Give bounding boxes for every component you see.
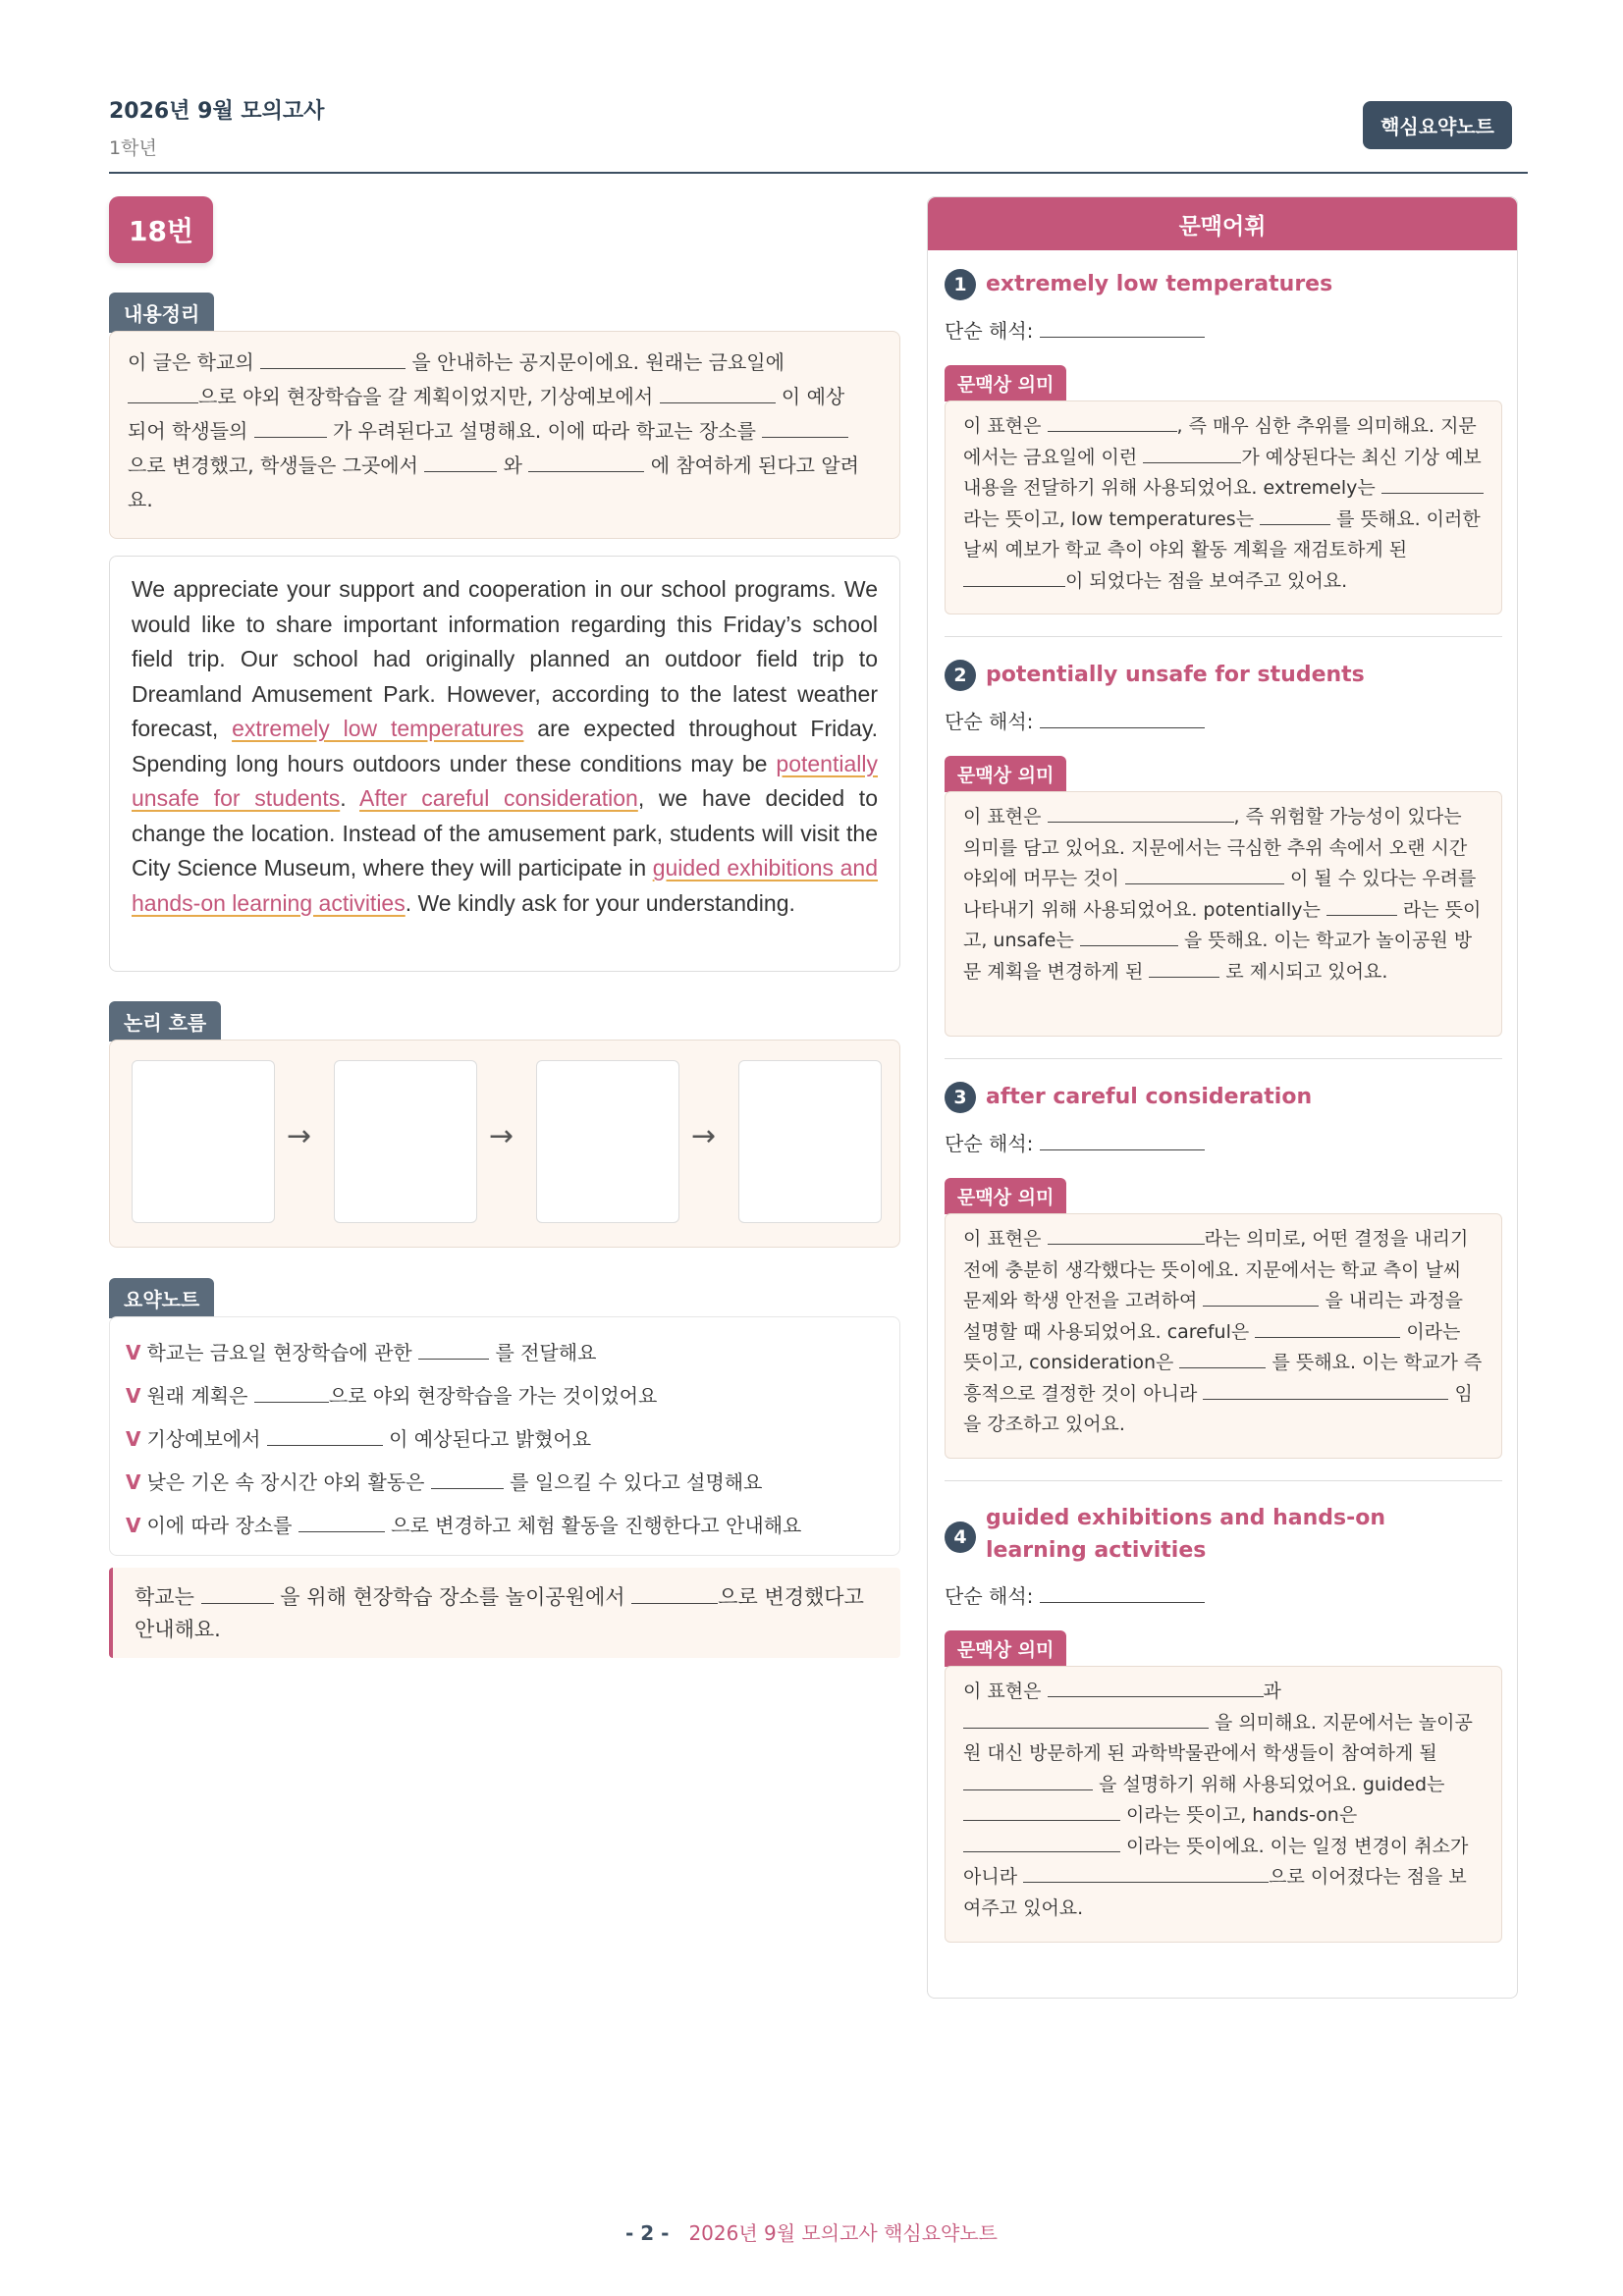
summary-box (109, 331, 900, 539)
meaning-text: 임을 강조하고 있어요. (963, 1382, 1473, 1435)
fill-blank[interactable] (254, 417, 327, 438)
note-item (126, 1467, 762, 1495)
fill-blank[interactable] (1203, 1380, 1448, 1400)
simple-translation-label: 단순 해석: (945, 1132, 1034, 1155)
fill-blank[interactable] (762, 417, 848, 438)
vocab-term-3: after careful consideration (986, 1085, 1313, 1109)
meaning-text: 이라는 뜻이고, hands-on은 (1126, 1804, 1358, 1826)
vocab-term-1: extremely low temperatures (986, 272, 1333, 296)
fill-blank[interactable] (963, 567, 1065, 587)
context-meaning-box-1 (945, 400, 1502, 614)
fill-blank[interactable] (424, 452, 497, 472)
arrow-right-icon: → (489, 1119, 514, 1153)
note-text: 이 예상된다고 밝혔어요 (389, 1427, 592, 1451)
arrow-right-icon: → (287, 1119, 312, 1153)
flow-step-2[interactable] (334, 1060, 477, 1223)
simple-translation-label: 단순 해석: (945, 1584, 1034, 1608)
question-number: 18번 (109, 196, 213, 263)
conclusion-text: 안내해요. (135, 1618, 221, 1641)
fill-blank[interactable] (254, 1382, 329, 1403)
summary-text (110, 332, 899, 531)
summary-text-part: 에 참여하게 된다고 알려 (650, 454, 859, 477)
context-meaning-tag: 문맥상 의미 (945, 1178, 1066, 1214)
note-text: 기상예보에서 (146, 1427, 267, 1451)
meaning-text: 으로 이어졌다는 점을 보여주고 있어요. (963, 1866, 1467, 1919)
meaning-text: 를 뜻해요. 이는 학교가 즉흥적으로 결정한 것이 아니라 (963, 1352, 1483, 1405)
fill-blank[interactable] (1149, 958, 1219, 978)
simple-translation-2 (945, 706, 1205, 734)
meaning-text: 이 표현은 (963, 1228, 1048, 1250)
meaning-text: 라는 의미로, 어떤 결정을 내리기 전에 충분히 생각했다는 뜻이에요. 지문에서는 학교 측이 날씨 문제와 학생 안전을 고려하여 (963, 1228, 1469, 1311)
highlight-after-careful-consideration: After careful consideration (359, 785, 638, 811)
context-meaning-box-3 (945, 1213, 1502, 1459)
context-meaning-tag: 문맥상 의미 (945, 756, 1066, 792)
simple-translation-label: 단순 해석: (945, 710, 1034, 733)
exam-title: 2026년 9월 모의고사 (109, 99, 325, 124)
summary-text-part: 이 예상 (781, 385, 845, 408)
fill-blank[interactable] (963, 1771, 1093, 1790)
meaning-text: 를 뜻해요. 이러한 날씨 예보가 학교 측이 야외 활동 계획을 재검토하게 된 (963, 507, 1481, 561)
fill-blank[interactable] (260, 348, 406, 369)
meaning-text: 이라는 뜻이고, consideration은 (963, 1320, 1461, 1373)
flow-step-3[interactable] (536, 1060, 679, 1223)
note-text: 를 전달해요 (495, 1341, 597, 1364)
conclusion-text: 으로 변경했다고 (718, 1585, 864, 1609)
fill-blank[interactable] (418, 1339, 489, 1360)
fill-blank[interactable] (1040, 317, 1205, 338)
vocab-divider (945, 636, 1502, 637)
meaning-text: 을 설명하기 위해 사용되었어요. guided는 (1099, 1773, 1445, 1795)
meaning-text: , 즉 매우 심한 추위를 의미해요. 지문에서는 금요일에 이런 (963, 415, 1477, 468)
summary-text-part: 요. (128, 488, 153, 511)
fill-blank[interactable] (963, 1709, 1209, 1729)
fill-blank[interactable] (528, 452, 644, 472)
summary-text-part: 으로 변경했고, 학생들은 그곳에서 (128, 454, 425, 477)
logic-flow-tag: 논리 흐름 (109, 1001, 221, 1041)
fill-blank[interactable] (431, 1468, 504, 1489)
summary-text-part: 이 글은 학교의 (128, 350, 260, 374)
vocab-number-3: 3 (945, 1082, 976, 1113)
flow-step-1[interactable] (132, 1060, 275, 1223)
reading-passage (109, 556, 900, 972)
vocab-number-4: 4 (945, 1522, 976, 1553)
fill-blank[interactable] (1048, 1678, 1264, 1697)
note-text: 를 일으킬 수 있다고 설명해요 (510, 1470, 763, 1494)
vocab-panel-title: 문맥어휘 (928, 197, 1517, 250)
note-item (126, 1337, 596, 1365)
vocab-number-2: 2 (945, 660, 976, 691)
meaning-text: 이 되었다는 점을 보여주고 있어요. (1065, 569, 1348, 592)
grade-label: 1학년 (109, 137, 157, 159)
fill-blank[interactable] (1048, 412, 1177, 432)
fill-blank[interactable] (128, 383, 198, 403)
vocab-divider (945, 1058, 1502, 1059)
note-item (126, 1510, 801, 1538)
meaning-text: 이 될 수 있다는 우려를 나타내기 위해 사용되었어요. potentially는 (963, 868, 1477, 921)
fill-blank[interactable] (298, 1512, 385, 1532)
simple-translation-1 (945, 315, 1205, 344)
core-summary-badge: 핵심요약노트 (1363, 101, 1512, 149)
simple-translation-4 (945, 1580, 1205, 1609)
summary-text-part: 와 (503, 454, 529, 477)
meaning-text: 라는 뜻이고, unsafe는 (963, 898, 1482, 951)
check-mark-icon: V (126, 1384, 141, 1408)
fill-blank[interactable] (1179, 1349, 1266, 1368)
meaning-text: 이 표현은 (963, 415, 1048, 437)
fill-blank[interactable] (1040, 708, 1205, 728)
passage-text: . (340, 785, 360, 811)
meaning-text: 이 표현은 (963, 1681, 1048, 1702)
summary-tag: 내용정리 (109, 293, 214, 333)
meaning-text: 을 내리는 과정을 설명할 때 사용되었어요. careful은 (963, 1290, 1464, 1343)
passage-text: . We kindly ask for your understanding. (405, 889, 795, 916)
meaning-text: 라는 뜻이고, low temperatures는 (963, 507, 1261, 530)
fill-blank[interactable] (963, 1801, 1120, 1821)
highlight-extremely-low-temperatures: extremely low temperatures (232, 716, 524, 741)
check-mark-icon: V (126, 1514, 141, 1537)
meaning-text: 이 표현은 (963, 806, 1048, 828)
page-number: - 2 - (625, 2221, 670, 2245)
note-text: 으로 야외 현장학습을 가는 것이었어요 (328, 1384, 658, 1408)
meaning-text: 과 (1263, 1681, 1281, 1702)
fill-blank[interactable] (1326, 896, 1397, 916)
fill-blank[interactable] (267, 1425, 383, 1446)
footer-title: 2026년 9월 모의고사 핵심요약노트 (688, 2221, 998, 2245)
vocab-number-1: 1 (945, 269, 976, 300)
note-item (126, 1380, 657, 1409)
note-text: 이에 따라 장소를 (146, 1514, 298, 1537)
simple-translation-3 (945, 1128, 1205, 1156)
fill-blank[interactable] (1023, 1863, 1269, 1883)
summary-text-part: 되어 학생들의 (128, 419, 254, 443)
fill-blank[interactable] (1040, 1582, 1205, 1603)
summary-notes-tag: 요약노트 (109, 1278, 214, 1318)
fill-blank[interactable] (201, 1582, 274, 1604)
page-footer (0, 2217, 1623, 2246)
arrow-right-icon: → (691, 1119, 717, 1153)
fill-blank[interactable] (631, 1582, 718, 1604)
context-meaning-tag: 문맥상 의미 (945, 365, 1066, 401)
passage-text: We appreciate your support and cooperation in our school programs. We would like to share important information regarding this Friday’s school field trip. Our school had originally planned an outdoor field trip to Dreamland Amusement Park. However, according to the latest weather forecast, (132, 576, 878, 741)
conclusion-text: 학교는 (135, 1585, 201, 1609)
meaning-text: 로 제시되고 있어요. (1225, 960, 1388, 983)
vocab-divider (945, 1480, 1502, 1481)
header-divider (109, 172, 1528, 174)
meaning-text: 을 의미해요. 지문에서는 놀이공원 대신 방문하게 된 과학박물관에서 학생들이 참여하게 될 (963, 1711, 1473, 1764)
summary-text-part: 가 우려된다고 설명해요. 이에 따라 학교는 장소를 (333, 419, 763, 443)
fill-blank[interactable] (1203, 1287, 1319, 1307)
fill-blank[interactable] (1048, 1225, 1205, 1245)
note-text: 학교는 금요일 현장학습에 관한 (146, 1341, 419, 1364)
fill-blank[interactable] (963, 1833, 1120, 1852)
note-item (126, 1423, 591, 1452)
meaning-text: 을 뜻해요. 이는 학교가 놀이공원 방문 계획을 변경하게 된 (963, 930, 1473, 983)
simple-translation-label: 단순 해석: (945, 319, 1034, 343)
fill-blank[interactable] (1080, 927, 1178, 946)
vocab-term-2: potentially unsafe for students (986, 663, 1365, 687)
highlight-potentially-unsafe: potentially unsafe for students (132, 750, 878, 811)
summary-text-part: 을 안내하는 공지문이에요. 원래는 금요일에 (411, 350, 784, 374)
context-meaning-tag: 문맥상 의미 (945, 1630, 1066, 1667)
note-text: 낮은 기온 속 장시간 야외 활동은 (146, 1470, 431, 1494)
passage-text: , we have decided to change the location. Instead of the amusement park, students will visit the City Science Museum, where they will participate in (132, 785, 878, 881)
note-text: 으로 변경하고 체험 활동을 진행한다고 안내해요 (391, 1514, 802, 1537)
meaning-text: 가 예상된다는 최신 기상 예보 내용을 전달하기 위해 사용되었어요. extremely는 (963, 446, 1482, 499)
meaning-text: , 즉 위험할 가능성이 있다는 의미를 담고 있어요. 지문에서는 극심한 추위 속에서 오랜 시간 야외에 머무는 것이 (963, 806, 1468, 889)
fill-blank[interactable] (1048, 803, 1234, 823)
fill-blank[interactable] (1381, 474, 1484, 494)
conclusion-box (109, 1568, 900, 1658)
check-mark-icon: V (126, 1427, 141, 1451)
meaning-text: 이라는 뜻이에요. 이는 일정 변경이 취소가 아니라 (963, 1835, 1469, 1888)
conclusion-text: 을 위해 현장학습 장소를 놀이공원에서 (280, 1585, 632, 1609)
fill-blank[interactable] (1255, 1318, 1400, 1338)
fill-blank[interactable] (1143, 444, 1241, 463)
note-text: 원래 계획은 (146, 1384, 254, 1408)
fill-blank[interactable] (660, 383, 776, 403)
context-meaning-box-4 (945, 1666, 1502, 1943)
check-mark-icon: V (126, 1341, 141, 1364)
context-meaning-box-2 (945, 791, 1502, 1037)
check-mark-icon: V (126, 1470, 141, 1494)
fill-blank[interactable] (1125, 865, 1284, 884)
summary-text-part: 으로 야외 현장학습을 갈 계획이었지만, 기상예보에서 (198, 385, 660, 408)
flow-step-4[interactable] (738, 1060, 882, 1223)
passage-text: are expected throughout Friday. Spending long hours outdoors under these conditions may be (132, 716, 878, 776)
fill-blank[interactable] (1260, 506, 1330, 525)
fill-blank[interactable] (1040, 1130, 1205, 1150)
vocab-term-4: guided exhibitions and hands-on learning activities (986, 1506, 1386, 1563)
highlight-guided-exhibitions: guided exhibitions and hands-on learning activities (132, 855, 878, 916)
